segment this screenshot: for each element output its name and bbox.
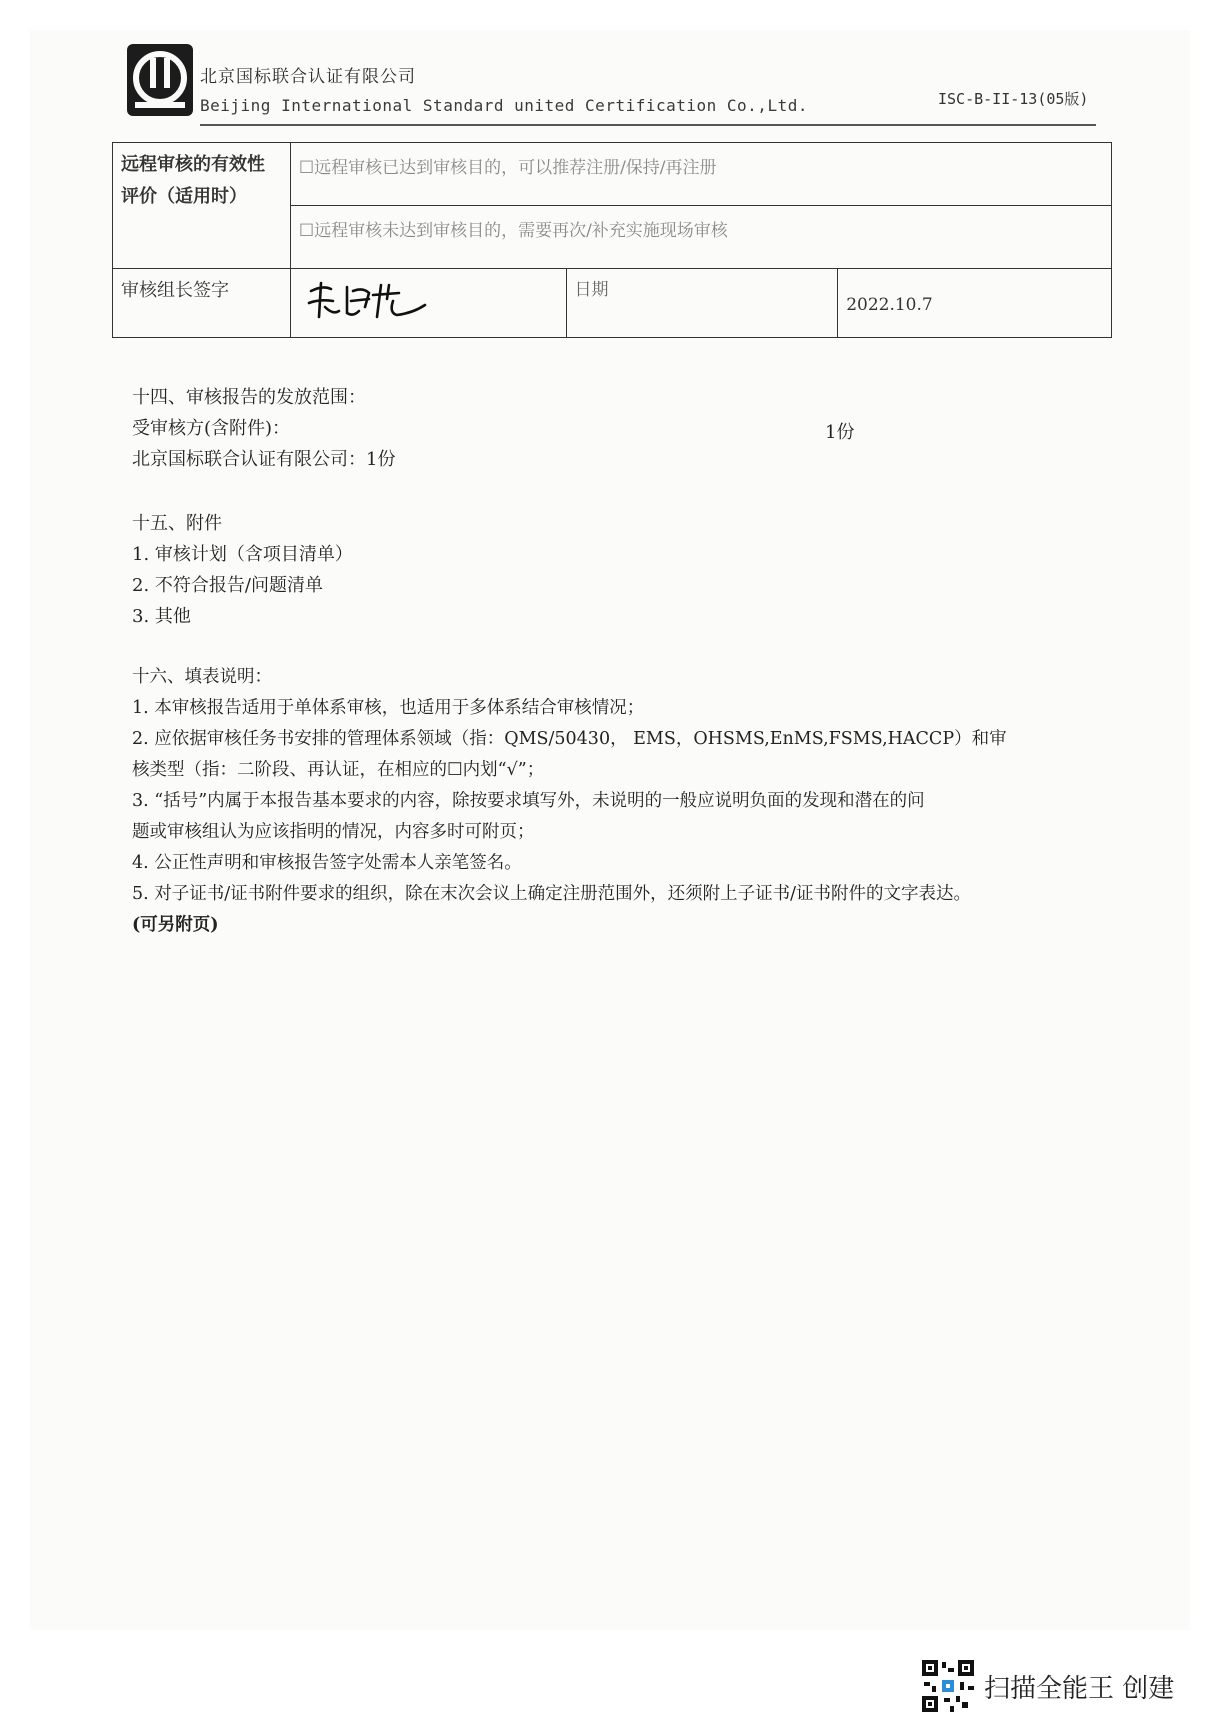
- company-copies-line: 北京国标联合认证有限公司：1份: [132, 449, 396, 470]
- auditee-copies-value: 1份: [825, 422, 855, 443]
- remote-audit-validity-table: [112, 142, 1112, 338]
- instruction-line: 核类型（指：二阶段、再认证，在相应的☐内划“√”；: [132, 760, 545, 780]
- section-16: [132, 662, 1007, 941]
- date-label: 日期: [574, 280, 609, 300]
- option-further-onsite-audit: [290, 206, 1111, 269]
- section-15-title: 十五、附件: [132, 513, 222, 534]
- header-divider: [200, 124, 1096, 126]
- attachment-item: 2. 不符合报告/问题清单: [132, 575, 323, 596]
- option-recommend-registration: [290, 143, 1111, 206]
- validity-label-line1: 远程审核的有效性: [121, 154, 265, 175]
- scanner-text: 扫描全能王 创建: [984, 1673, 1175, 1704]
- company-name-en: Beijing International Standard united Certification Co.,Ltd.: [200, 96, 808, 115]
- instruction-line: 5. 对子证书/证书附件要求的组织，除在末次会议上确定注册范围外，还须附上子证书/证书附件的文字表达。: [132, 884, 972, 904]
- validity-label-line2: 评价（适用时）: [121, 186, 247, 207]
- instruction-line: 题或审核组认为应该指明的情况，内容多时可附页；: [132, 822, 535, 842]
- date-value-cell: [838, 269, 1112, 338]
- section-16-title: 十六、填表说明：: [132, 667, 272, 687]
- attachment-item: 3. 其他: [132, 606, 191, 627]
- instruction-line: 4. 公正性声明和审核报告签字处需本人亲笔签名。: [132, 853, 522, 873]
- validity-label-cell: [113, 143, 291, 269]
- section-14-title: 十四、审核报告的发放范围：: [132, 387, 366, 408]
- document-code: ISC-B-II-13(05版): [938, 90, 1089, 108]
- handwritten-signature: [303, 277, 433, 325]
- instruction-line: (可另附页): [132, 915, 219, 935]
- instruction-line: 2. 应依据审核任务书安排的管理体系领域（指：QMS/50430， EMS，OHSMS,EnMS,FSMS,HACCP）和审: [132, 729, 1007, 749]
- option-further-text: ☐远程审核未达到审核目的，需要再次/补充实施现场审核: [298, 221, 728, 241]
- instruction-line: 3. “括号”内属于本报告基本要求的内容，除按要求填写外，未说明的一般应说明负面的发现和潜在的问: [132, 791, 925, 811]
- signature-cell: [290, 269, 566, 338]
- section-14: [132, 382, 395, 475]
- qr-code-icon: [920, 1658, 976, 1714]
- date-value: 2022.10.7: [846, 295, 933, 315]
- date-label-cell: [566, 269, 838, 338]
- scanner-watermark: [920, 1658, 1174, 1714]
- instruction-line: 1. 本审核报告适用于单体系审核，也适用于多体系结合审核情况；: [132, 698, 645, 718]
- auditee-copies-line: 受审核方(含附件)：: [132, 418, 291, 439]
- section-15: [132, 508, 353, 632]
- signature-label: 审核组长签字: [121, 280, 229, 301]
- option-recommend-text: ☐远程审核已达到审核目的，可以推荐注册/保持/再注册: [298, 158, 717, 178]
- signature-label-cell: [113, 269, 291, 338]
- attachment-item: 1. 审核计划（含项目清单）: [132, 544, 353, 565]
- company-name-cn: 北京国标联合认证有限公司: [200, 67, 416, 87]
- company-logo-icon: [125, 42, 195, 118]
